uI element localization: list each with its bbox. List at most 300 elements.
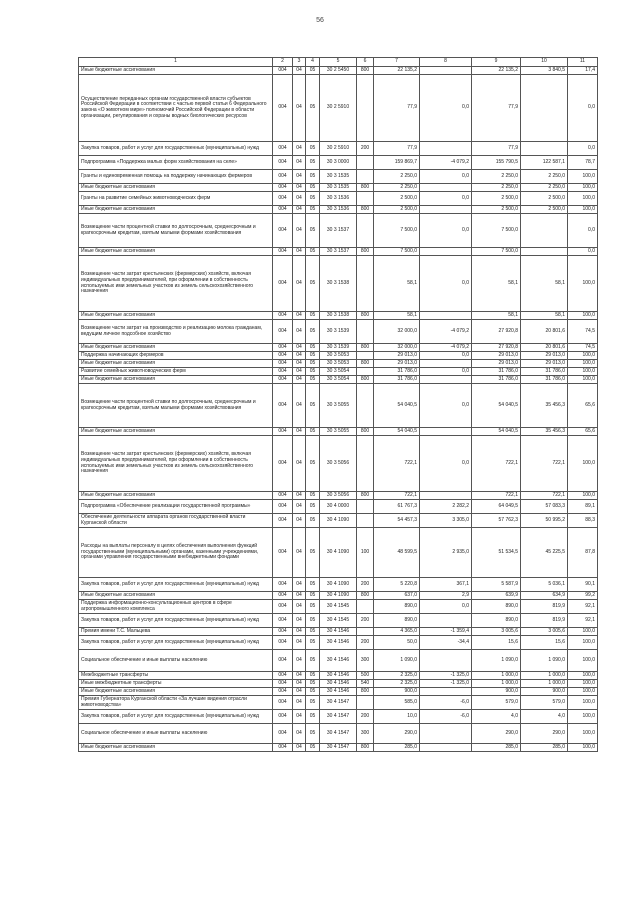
section-code-cell: 04 (293, 344, 306, 352)
target-article-cell: 30 4 1545 (320, 600, 357, 614)
target-article-cell: 30 4 1090 (320, 592, 357, 600)
execution-percent-cell: 100,0 (568, 192, 598, 206)
expense-type-cell: 540 (357, 680, 374, 688)
target-article-cell: 30 3 1536 (320, 206, 357, 214)
page-number: 56 (316, 17, 324, 24)
target-article-cell: 30 4 1546 (320, 650, 357, 672)
expense-type-cell (357, 696, 374, 710)
row-name-cell: Закупка товаров, работ и услуг для государственных (муниципальных) нужд (79, 578, 273, 592)
ministry-code-cell: 004 (273, 688, 293, 696)
target-article-cell: 30 3 1537 (320, 214, 357, 248)
row-name-cell: Расходы на выплаты персоналу в целях обеспечения выполнения функций государственными (муниципальными) органами, казенными учреждениями, органами управления государственными внебюджетными фондами (79, 528, 273, 578)
target-article-cell: 30 2 5910 (320, 75, 357, 142)
subsection-code-cell: 05 (306, 696, 320, 710)
column-header: 11 (568, 58, 598, 67)
table-row (79, 428, 598, 436)
subsection-code-cell: 05 (306, 600, 320, 614)
target-article-cell: 30 3 1539 (320, 344, 357, 352)
change-amount-cell: 0,0 (420, 170, 472, 184)
approved-amount-cell: 722,1 (374, 492, 420, 500)
execution-percent-cell: 100,0 (568, 492, 598, 500)
target-article-cell: 30 4 1090 (320, 514, 357, 528)
execution-percent-cell: 100,0 (568, 170, 598, 184)
target-article-cell: 30 3 5056 (320, 436, 357, 492)
expense-type-cell: 200 (357, 578, 374, 592)
target-article-cell: 30 3 1535 (320, 184, 357, 192)
change-amount-cell (420, 312, 472, 320)
table-row (79, 384, 598, 428)
change-amount-cell (420, 724, 472, 744)
subsection-code-cell: 05 (306, 170, 320, 184)
execution-percent-cell: 92,1 (568, 600, 598, 614)
expense-type-cell: 200 (357, 142, 374, 156)
approved-amount-cell: 58,1 (374, 312, 420, 320)
refined-plan-cell: 890,0 (472, 600, 521, 614)
target-article-cell: 30 4 1546 (320, 680, 357, 688)
ministry-code-cell: 004 (273, 142, 293, 156)
execution-percent-cell: 0,0 (568, 214, 598, 248)
column-header: 9 (472, 58, 521, 67)
refined-plan-cell: 5 587,9 (472, 578, 521, 592)
ministry-code-cell: 004 (273, 248, 293, 256)
change-amount-cell: 0,0 (420, 384, 472, 428)
change-amount-cell: -4 079,2 (420, 320, 472, 344)
execution-percent-cell: 100,0 (568, 360, 598, 368)
executed-amount-cell: 634,9 (521, 592, 568, 600)
change-amount-cell (420, 248, 472, 256)
executed-amount-cell: 122 587,1 (521, 156, 568, 170)
approved-amount-cell: 2 500,0 (374, 206, 420, 214)
execution-percent-cell: 100,0 (568, 256, 598, 312)
approved-amount-cell: 54 040,5 (374, 384, 420, 428)
section-code-cell: 04 (293, 248, 306, 256)
ministry-code-cell: 004 (273, 376, 293, 384)
executed-amount-cell: 2 250,0 (521, 184, 568, 192)
approved-amount-cell: 1 090,0 (374, 650, 420, 672)
execution-percent-cell: 100,0 (568, 672, 598, 680)
executed-amount-cell: 58,1 (521, 312, 568, 320)
approved-amount-cell: 7 500,0 (374, 214, 420, 248)
target-article-cell: 30 4 1547 (320, 724, 357, 744)
expense-type-cell (357, 192, 374, 206)
refined-plan-cell: 29 013,0 (472, 352, 521, 360)
execution-percent-cell: 100,0 (568, 724, 598, 744)
executed-amount-cell (521, 142, 568, 156)
target-article-cell: 30 3 1539 (320, 320, 357, 344)
subsection-code-cell: 05 (306, 710, 320, 724)
section-code-cell: 04 (293, 592, 306, 600)
execution-percent-cell: 100,0 (568, 352, 598, 360)
refined-plan-cell: 155 790,5 (472, 156, 521, 170)
execution-percent-cell: 74,5 (568, 344, 598, 352)
ministry-code-cell: 004 (273, 744, 293, 752)
approved-amount-cell: 5 220,8 (374, 578, 420, 592)
table-row (79, 514, 598, 528)
section-code-cell: 04 (293, 184, 306, 192)
column-header: 8 (420, 58, 472, 67)
ministry-code-cell: 004 (273, 492, 293, 500)
execution-percent-cell: 0,0 (568, 248, 598, 256)
executed-amount-cell: 1 000,0 (521, 672, 568, 680)
approved-amount-cell: 61 767,3 (374, 500, 420, 514)
subsection-code-cell: 05 (306, 368, 320, 376)
ministry-code-cell: 004 (273, 206, 293, 214)
row-name-cell: Возмещение части затрат крестьянских (фермерских) хозяйств, включая индивидуальных предпринимателей, при оформлении в собственность используемых ими земельных участков из земель сельскохозяйственного назначения (79, 436, 273, 492)
ministry-code-cell: 004 (273, 170, 293, 184)
section-code-cell: 04 (293, 724, 306, 744)
ministry-code-cell: 004 (273, 500, 293, 514)
row-name-cell: Обеспечение деятельности аппарата органов государственной власти Курганской области (79, 514, 273, 528)
subsection-code-cell: 05 (306, 360, 320, 368)
change-amount-cell: 2 282,2 (420, 500, 472, 514)
refined-plan-cell: 51 534,5 (472, 528, 521, 578)
row-name-cell: Поддержка начинающих фермеров (79, 352, 273, 360)
target-article-cell: 30 3 1536 (320, 192, 357, 206)
row-name-cell: Осуществление переданных органам государственной власти субъектов Российской Федерации в соответствии с частью первой статьи 6 Федерального закона «О животном мире» полномочий Российской Федерации в области организации, регулирования и охраны водных биологических ресурсов (79, 75, 273, 142)
section-code-cell: 04 (293, 672, 306, 680)
section-code-cell: 04 (293, 696, 306, 710)
refined-plan-cell: 64 049,5 (472, 500, 521, 514)
row-name-cell: Закупка товаров, работ и услуг для государственных (муниципальных) нужд (79, 614, 273, 628)
ministry-code-cell: 004 (273, 672, 293, 680)
executed-amount-cell: 722,1 (521, 436, 568, 492)
ministry-code-cell: 004 (273, 514, 293, 528)
approved-amount-cell: 31 786,0 (374, 368, 420, 376)
ministry-code-cell: 004 (273, 75, 293, 142)
subsection-code-cell: 05 (306, 312, 320, 320)
execution-percent-cell: 89,1 (568, 500, 598, 514)
section-code-cell: 04 (293, 650, 306, 672)
row-name-cell: Закупка товаров, работ и услуг для государственных (муниципальных) нужд (79, 142, 273, 156)
row-name-cell: Иные бюджетные ассигнования (79, 248, 273, 256)
row-name-cell: Иные бюджетные ассигнования (79, 184, 273, 192)
ministry-code-cell: 004 (273, 650, 293, 672)
table-row (79, 360, 598, 368)
execution-percent-cell: 88,3 (568, 514, 598, 528)
ministry-code-cell: 004 (273, 368, 293, 376)
section-code-cell: 04 (293, 75, 306, 142)
change-amount-cell: 0,0 (420, 192, 472, 206)
change-amount-cell (420, 428, 472, 436)
change-amount-cell: 0,0 (420, 352, 472, 360)
subsection-code-cell: 05 (306, 67, 320, 75)
change-amount-cell (420, 142, 472, 156)
target-article-cell: 30 4 1547 (320, 696, 357, 710)
approved-amount-cell: 31 786,0 (374, 376, 420, 384)
approved-amount-cell: 77,9 (374, 142, 420, 156)
refined-plan-cell: 58,1 (472, 312, 521, 320)
refined-plan-cell: 54 040,5 (472, 428, 521, 436)
subsection-code-cell: 05 (306, 248, 320, 256)
executed-amount-cell: 57 083,3 (521, 500, 568, 514)
expense-type-cell (357, 436, 374, 492)
ministry-code-cell: 004 (273, 312, 293, 320)
table-header-row (79, 58, 598, 67)
approved-amount-cell: 2 325,0 (374, 680, 420, 688)
approved-amount-cell: 900,0 (374, 688, 420, 696)
executed-amount-cell: 35 456,3 (521, 384, 568, 428)
subsection-code-cell: 05 (306, 500, 320, 514)
executed-amount-cell: 290,0 (521, 724, 568, 744)
executed-amount-cell: 50 995,2 (521, 514, 568, 528)
refined-plan-cell: 4,0 (472, 710, 521, 724)
row-name-cell: Закупка товаров, работ и услуг для государственных (муниципальных) нужд (79, 636, 273, 650)
column-header: 3 (293, 58, 306, 67)
approved-amount-cell: 50,0 (374, 636, 420, 650)
executed-amount-cell: 35 456,3 (521, 428, 568, 436)
change-amount-cell (420, 360, 472, 368)
table-row (79, 368, 598, 376)
target-article-cell: 30 4 1546 (320, 672, 357, 680)
approved-amount-cell: 54 040,5 (374, 428, 420, 436)
target-article-cell: 30 3 1535 (320, 170, 357, 184)
refined-plan-cell: 15,6 (472, 636, 521, 650)
table-row (79, 312, 598, 320)
ministry-code-cell: 004 (273, 428, 293, 436)
execution-percent-cell: 65,6 (568, 428, 598, 436)
change-amount-cell: 0,0 (420, 256, 472, 312)
subsection-code-cell: 05 (306, 75, 320, 142)
row-name-cell: Гранты на развитие семейных животноводческих ферм (79, 192, 273, 206)
change-amount-cell (420, 744, 472, 752)
section-code-cell: 04 (293, 360, 306, 368)
table-row (79, 724, 598, 744)
table-row (79, 256, 598, 312)
subsection-code-cell: 05 (306, 592, 320, 600)
refined-plan-cell: 1 000,0 (472, 672, 521, 680)
executed-amount-cell: 20 801,6 (521, 344, 568, 352)
executed-amount-cell: 15,6 (521, 636, 568, 650)
table-row (79, 650, 598, 672)
column-header: 4 (306, 58, 320, 67)
section-code-cell: 04 (293, 528, 306, 578)
expense-type-cell (357, 352, 374, 360)
executed-amount-cell: 722,1 (521, 492, 568, 500)
refined-plan-cell: 639,9 (472, 592, 521, 600)
subsection-code-cell: 05 (306, 672, 320, 680)
expense-type-cell (357, 256, 374, 312)
execution-percent-cell: 100,0 (568, 436, 598, 492)
table-body (79, 67, 598, 752)
target-article-cell: 30 3 5055 (320, 384, 357, 428)
section-code-cell: 04 (293, 67, 306, 75)
table-row (79, 592, 598, 600)
ministry-code-cell: 004 (273, 214, 293, 248)
row-name-cell: Возмещение части процентной ставки по долгосрочным, среднесрочным и краткосрочным кредитам, взятым малыми формами хозяйствования (79, 384, 273, 428)
executed-amount-cell: 20 801,6 (521, 320, 568, 344)
execution-percent-cell: 17,4 (568, 67, 598, 75)
expense-type-cell: 800 (357, 312, 374, 320)
execution-percent-cell: 0,0 (568, 75, 598, 142)
refined-plan-cell: 27 920,8 (472, 320, 521, 344)
approved-amount-cell: 585,0 (374, 696, 420, 710)
refined-plan-cell: 900,0 (472, 688, 521, 696)
approved-amount-cell: 29 013,0 (374, 352, 420, 360)
section-code-cell: 04 (293, 744, 306, 752)
change-amount-cell: 367,1 (420, 578, 472, 592)
ministry-code-cell: 004 (273, 528, 293, 578)
change-amount-cell (420, 688, 472, 696)
change-amount-cell: -4 079,2 (420, 344, 472, 352)
ministry-code-cell: 004 (273, 256, 293, 312)
row-name-cell: Возмещение части затрат на производство и реализацию молока гражданам, ведущим личное подсобное хозяйство (79, 320, 273, 344)
change-amount-cell: 0,0 (420, 600, 472, 614)
change-amount-cell: 3 305,0 (420, 514, 472, 528)
execution-percent-cell: 100,0 (568, 206, 598, 214)
column-header: 5 (320, 58, 357, 67)
expense-type-cell: 300 (357, 650, 374, 672)
section-code-cell: 04 (293, 192, 306, 206)
expense-type-cell: 200 (357, 614, 374, 628)
row-name-cell: Иные бюджетные ассигнования (79, 688, 273, 696)
expense-type-cell (357, 600, 374, 614)
change-amount-cell: 0,0 (420, 75, 472, 142)
subsection-code-cell: 05 (306, 650, 320, 672)
subsection-code-cell: 05 (306, 384, 320, 428)
target-article-cell: 30 4 1546 (320, 636, 357, 650)
row-name-cell: Иные бюджетные ассигнования (79, 428, 273, 436)
change-amount-cell (420, 614, 472, 628)
ministry-code-cell: 004 (273, 600, 293, 614)
change-amount-cell: 2 935,0 (420, 528, 472, 578)
executed-amount-cell: 579,0 (521, 696, 568, 710)
ministry-code-cell: 004 (273, 360, 293, 368)
ministry-code-cell: 004 (273, 578, 293, 592)
approved-amount-cell: 10,0 (374, 710, 420, 724)
subsection-code-cell: 05 (306, 614, 320, 628)
row-name-cell: Иные бюджетные ассигнования (79, 376, 273, 384)
executed-amount-cell: 29 013,0 (521, 352, 568, 360)
refined-plan-cell: 57 762,3 (472, 514, 521, 528)
section-code-cell: 04 (293, 600, 306, 614)
expense-type-cell: 200 (357, 710, 374, 724)
change-amount-cell: -1 325,0 (420, 672, 472, 680)
expense-type-cell: 800 (357, 184, 374, 192)
section-code-cell: 04 (293, 352, 306, 360)
table-row (79, 500, 598, 514)
row-name-cell: Возмещение части процентной ставки по долгосрочным, среднесрочным и краткосрочным кредитам, взятым малыми формами хозяйствования (79, 214, 273, 248)
subsection-code-cell: 05 (306, 724, 320, 744)
subsection-code-cell: 05 (306, 528, 320, 578)
refined-plan-cell: 1 090,0 (472, 650, 521, 672)
table-row (79, 214, 598, 248)
execution-percent-cell: 65,6 (568, 384, 598, 428)
subsection-code-cell: 05 (306, 428, 320, 436)
approved-amount-cell: 7 500,0 (374, 248, 420, 256)
change-amount-cell: 0,0 (420, 436, 472, 492)
section-code-cell: 04 (293, 170, 306, 184)
refined-plan-cell: 285,0 (472, 744, 521, 752)
execution-percent-cell: 100,0 (568, 636, 598, 650)
row-name-cell: Подпрограмма «Поддержка малых форм хозяйствования на селе» (79, 156, 273, 170)
ministry-code-cell: 004 (273, 184, 293, 192)
change-amount-cell: 0,0 (420, 368, 472, 376)
subsection-code-cell: 05 (306, 184, 320, 192)
subsection-code-cell: 05 (306, 352, 320, 360)
row-name-cell: Закупка товаров, работ и услуг для государственных (муниципальных) нужд (79, 710, 273, 724)
column-header: 2 (273, 58, 293, 67)
approved-amount-cell: 637,0 (374, 592, 420, 600)
approved-amount-cell: 285,0 (374, 744, 420, 752)
executed-amount-cell: 31 786,0 (521, 368, 568, 376)
expense-type-cell (357, 320, 374, 344)
section-code-cell: 04 (293, 636, 306, 650)
expense-type-cell (357, 628, 374, 636)
refined-plan-cell: 31 786,0 (472, 376, 521, 384)
section-code-cell: 04 (293, 436, 306, 492)
column-header: 10 (521, 58, 568, 67)
executed-amount-cell (521, 214, 568, 248)
expense-type-cell: 800 (357, 492, 374, 500)
section-code-cell: 04 (293, 384, 306, 428)
row-name-cell: Межбюджетные трансферты (79, 672, 273, 680)
row-name-cell: Иные бюджетные ассигнования (79, 312, 273, 320)
row-name-cell: Премия Губернатора Курганской области «За лучшие видения отрасли животноводства» (79, 696, 273, 710)
change-amount-cell (420, 67, 472, 75)
section-code-cell: 04 (293, 428, 306, 436)
execution-percent-cell: 100,0 (568, 710, 598, 724)
approved-amount-cell: 54 457,3 (374, 514, 420, 528)
change-amount-cell: -6,0 (420, 710, 472, 724)
approved-amount-cell: 890,0 (374, 614, 420, 628)
subsection-code-cell: 05 (306, 436, 320, 492)
ministry-code-cell: 004 (273, 320, 293, 344)
target-article-cell: 30 3 0000 (320, 156, 357, 170)
subsection-code-cell: 05 (306, 492, 320, 500)
approved-amount-cell: 22 135,2 (374, 67, 420, 75)
change-amount-cell: 2,9 (420, 592, 472, 600)
ministry-code-cell: 004 (273, 156, 293, 170)
row-name-cell: Возмещение части затрат крестьянских (фермерских) хозяйств, включая индивидуальных предпринимателей, при оформлении в собственность используемых ими земельных участков из земель сельскохозяйственного назначения (79, 256, 273, 312)
target-article-cell: 30 2 5910 (320, 142, 357, 156)
refined-plan-cell: 722,1 (472, 436, 521, 492)
row-name-cell: Иные бюджетные ассигнования (79, 744, 273, 752)
refined-plan-cell: 290,0 (472, 724, 521, 744)
table-row (79, 436, 598, 492)
row-name-cell: Иные межбюджетные трансферты (79, 680, 273, 688)
refined-plan-cell: 58,1 (472, 256, 521, 312)
refined-plan-cell: 7 500,0 (472, 214, 521, 248)
expense-type-cell (357, 214, 374, 248)
execution-percent-cell: 99,2 (568, 592, 598, 600)
expense-type-cell: 800 (357, 376, 374, 384)
approved-amount-cell: 290,0 (374, 724, 420, 744)
refined-plan-cell: 890,0 (472, 614, 521, 628)
subsection-code-cell: 05 (306, 744, 320, 752)
section-code-cell: 04 (293, 492, 306, 500)
table-row (79, 688, 598, 696)
approved-amount-cell: 2 325,0 (374, 672, 420, 680)
execution-percent-cell: 92,1 (568, 614, 598, 628)
execution-percent-cell: 87,8 (568, 528, 598, 578)
approved-amount-cell: 48 599,5 (374, 528, 420, 578)
refined-plan-cell: 2 500,0 (472, 206, 521, 214)
row-name-cell: Иные бюджетные ассигнования (79, 344, 273, 352)
change-amount-cell (420, 376, 472, 384)
executed-amount-cell: 1 090,0 (521, 650, 568, 672)
execution-percent-cell: 100,0 (568, 184, 598, 192)
expense-type-cell: 800 (357, 688, 374, 696)
approved-amount-cell: 29 013,0 (374, 360, 420, 368)
refined-plan-cell: 54 040,5 (472, 384, 521, 428)
execution-percent-cell: 100,0 (568, 744, 598, 752)
ministry-code-cell: 004 (273, 352, 293, 360)
refined-plan-cell: 22 135,2 (472, 67, 521, 75)
table-row (79, 75, 598, 142)
row-name-cell: Иные бюджетные ассигнования (79, 206, 273, 214)
section-code-cell: 04 (293, 688, 306, 696)
ministry-code-cell: 004 (273, 344, 293, 352)
